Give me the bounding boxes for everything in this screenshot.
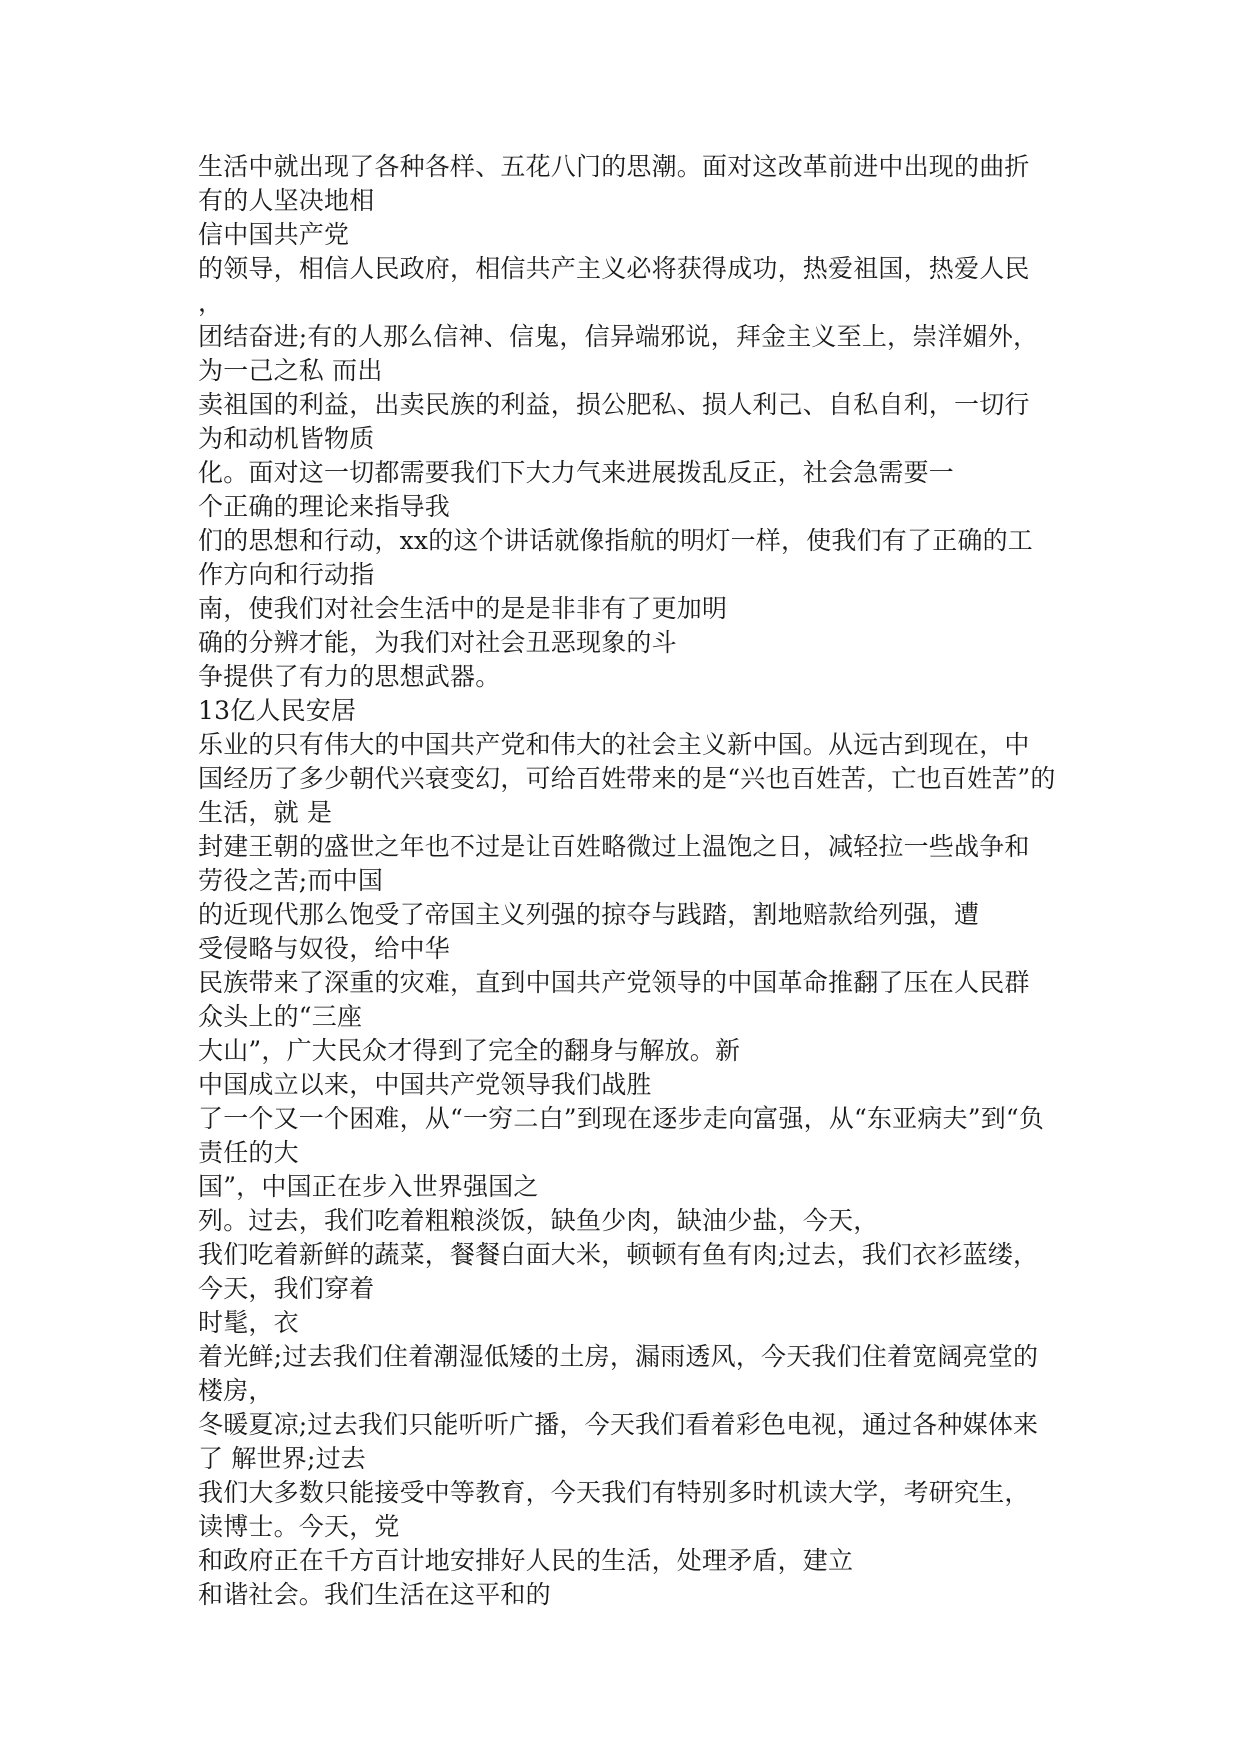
text-line: 的近现代那么饱受了帝国主义列强的掠夺与践踏，割地赔款给列强，遭 — [198, 900, 980, 929]
text-line: 的领导，相信人民政府，相信共产主义必将获得成功，热爱祖国，热爱人民 — [198, 254, 1030, 283]
text-line: 国”，中国正在步入世界强国之 — [198, 1172, 539, 1201]
text-line: 列。过去，我们吃着粗粮淡饭，缺鱼少肉，缺油少盐，今天， — [198, 1206, 879, 1235]
text-line: 着光鲜;过去我们住着潮湿低矮的土房，漏雨透风，今天我们住着宽阔亮堂的 — [198, 1342, 1039, 1371]
document-body — [198, 150, 1078, 1612]
text-line: 劳役之苦;而中国 — [198, 866, 384, 895]
text-line: 和谐社会。我们生活在这平和的 — [198, 1580, 551, 1609]
text-line: 生活，就 是 — [198, 798, 333, 827]
text-line: 大山”，广大民众才得到了完全的翻身与解放。新 — [198, 1036, 741, 1065]
text-line: 有的人坚决地相 — [198, 186, 375, 215]
text-line: 民族带来了深重的灾难，直到中国共产党领导的中国革命推翻了压在人民群 — [198, 968, 1030, 997]
text-line: 受侵略与奴役，给中华 — [198, 934, 451, 963]
text-line: 楼房， — [198, 1376, 274, 1405]
text-line: 我们吃着新鲜的蔬菜，餐餐白面大米，顿顿有鱼有肉;过去，我们衣衫蓝缕， — [198, 1240, 1039, 1269]
text-line: 时髦，衣 — [198, 1308, 299, 1337]
text-line: 南，使我们对社会生活中的是是非非有了更加明 — [198, 594, 728, 623]
text-line: 生活中就出现了各种各样、五花八门的思潮。面对这改革前进中出现的曲折 — [198, 152, 1030, 181]
text-line: 了 解世界;过去 — [198, 1444, 366, 1473]
text-line: 和政府正在千方百计地安排好人民的生活，处理矛盾，建立 — [198, 1546, 854, 1575]
text-line: 卖祖国的利益，出卖民族的利益，损公肥私、损人利己、自私自利，一切行 — [198, 390, 1030, 419]
text-line: 封建王朝的盛世之年也不过是让百姓略微过上温饱之日，减轻拉一些战争和 — [198, 832, 1030, 861]
text-line: 化。面对这一切都需要我们下大力气来进展拨乱反正，社会急需要一 — [198, 458, 955, 487]
text-line: 国经历了多少朝代兴衰变幻，可给百姓带来的是“兴也百姓苦，亡也百姓苦”的 — [198, 764, 1056, 793]
text-line: 我们大多数只能接受中等教育，今天我们有特别多时机读大学，考研究生， — [198, 1478, 1030, 1507]
text-line: 争提供了有力的思想武器。 — [198, 662, 501, 691]
text-line: 信中国共产党 — [198, 220, 350, 249]
text-line: 个正确的理论来指导我 — [198, 492, 451, 521]
text-line: 众头上的“三座 — [198, 1002, 363, 1031]
text-line: 今天，我们穿着 — [198, 1274, 375, 1303]
text-line: 中国成立以来，中国共产党领导我们战胜 — [198, 1070, 652, 1099]
text-line: 团结奋进;有的人那么信神、信鬼，信异端邪说，拜金主义至上，崇洋媚外， — [198, 322, 1039, 351]
text-line: 乐业的只有伟大的中国共产党和伟大的社会主义新中国。从远古到现在，中 — [198, 730, 1030, 759]
text-line: 确的分辨才能，为我们对社会丑恶现象的斗 — [198, 628, 677, 657]
text-line: 们的思想和行动，xx的这个讲话就像指航的明灯一样，使我们有了正确的工 — [198, 526, 1034, 555]
text-line: 冬暖夏凉;过去我们只能听听广播，今天我们看着彩色电视，通过各种媒体来 — [198, 1410, 1039, 1439]
text-line: 了一个又一个困难，从“一穷二白”到现在逐步走向富强，从“东亚病夫”到“负 — [198, 1104, 1045, 1133]
text-line: 读博士。今天，党 — [198, 1512, 400, 1541]
text-line: 责任的大 — [198, 1138, 299, 1167]
text-line: 作方向和行动指 — [198, 560, 375, 589]
text-line: 为和动机皆物质 — [198, 424, 375, 453]
text-line: 为一己之私 而出 — [198, 356, 383, 385]
text-line: ， — [198, 288, 224, 317]
text-line: 13亿人民安居 — [198, 696, 357, 725]
